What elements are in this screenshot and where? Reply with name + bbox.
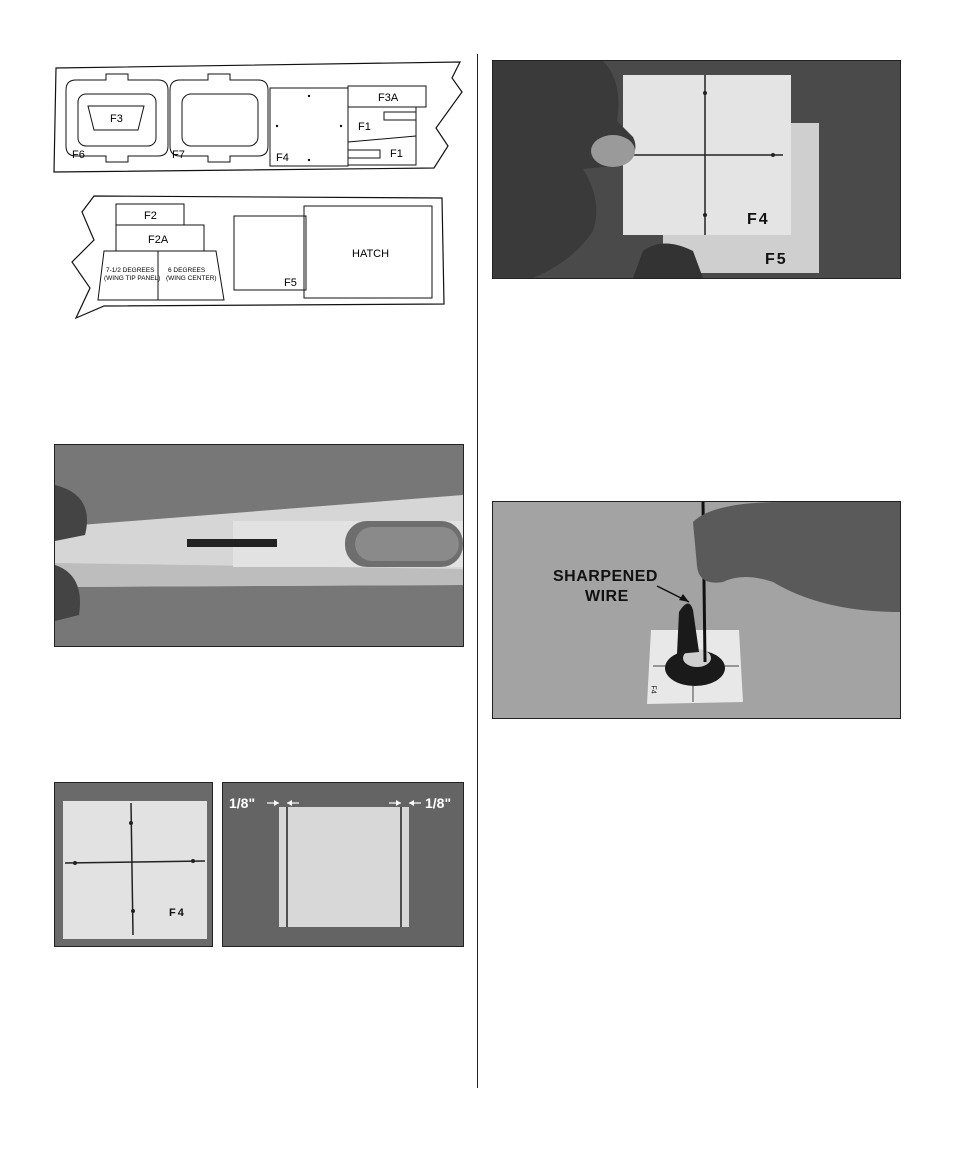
photo-f4-small-drawing [55,783,212,946]
label-f5: F5 [284,277,297,289]
photo-f4-f5-drawing [493,61,900,278]
label-f6: F6 [72,149,85,161]
label-f7: F7 [172,149,185,161]
label-tip-panel-line2: (WING TIP PANEL) [104,275,161,282]
parts-diagram-bottom [60,192,456,322]
callout-wire: WIRE [585,588,629,605]
photo-small-label-f4: F4 [169,907,186,919]
label-f2a: F2A [148,234,169,246]
former-f6 [66,74,168,162]
photo-trim-eighth-inch [222,782,464,947]
label-f3: F3 [110,113,123,125]
former-f7 [170,74,268,162]
photo-f4-f5-formers [492,60,901,279]
label-f4: F4 [276,152,289,164]
photo-wing-spar-slot [54,444,464,647]
column-divider [477,54,478,1088]
parts-diagram-top [52,56,466,188]
photo-wire-label-f4: F4 [649,685,657,694]
parts-f4-f3a-f1 [270,86,426,166]
photo-wire-drawing [493,502,900,718]
label-center-line1: 6 DEGREES [168,267,206,274]
photo-sharpened-wire [492,501,901,719]
photo-label-f5: F5 [765,251,788,268]
dimension-right: 1/8" [425,795,452,811]
callout-sharpened: SHARPENED [553,568,658,585]
photo-label-f4: F4 [747,211,770,228]
photo-wing-spar-drawing [55,445,463,646]
label-tip-panel-line1: 7-1/2 DEGREES [106,267,155,274]
label-f1-upper: F1 [358,121,371,133]
label-f3a: F3A [378,92,399,104]
dimension-left: 1/8" [229,795,256,811]
label-center-line2: (WING CENTER) [166,275,217,282]
label-hatch: HATCH [352,248,390,260]
label-f2: F2 [144,210,157,222]
photo-f4-centerlines [54,782,213,947]
label-f1-lower: F1 [390,148,403,160]
